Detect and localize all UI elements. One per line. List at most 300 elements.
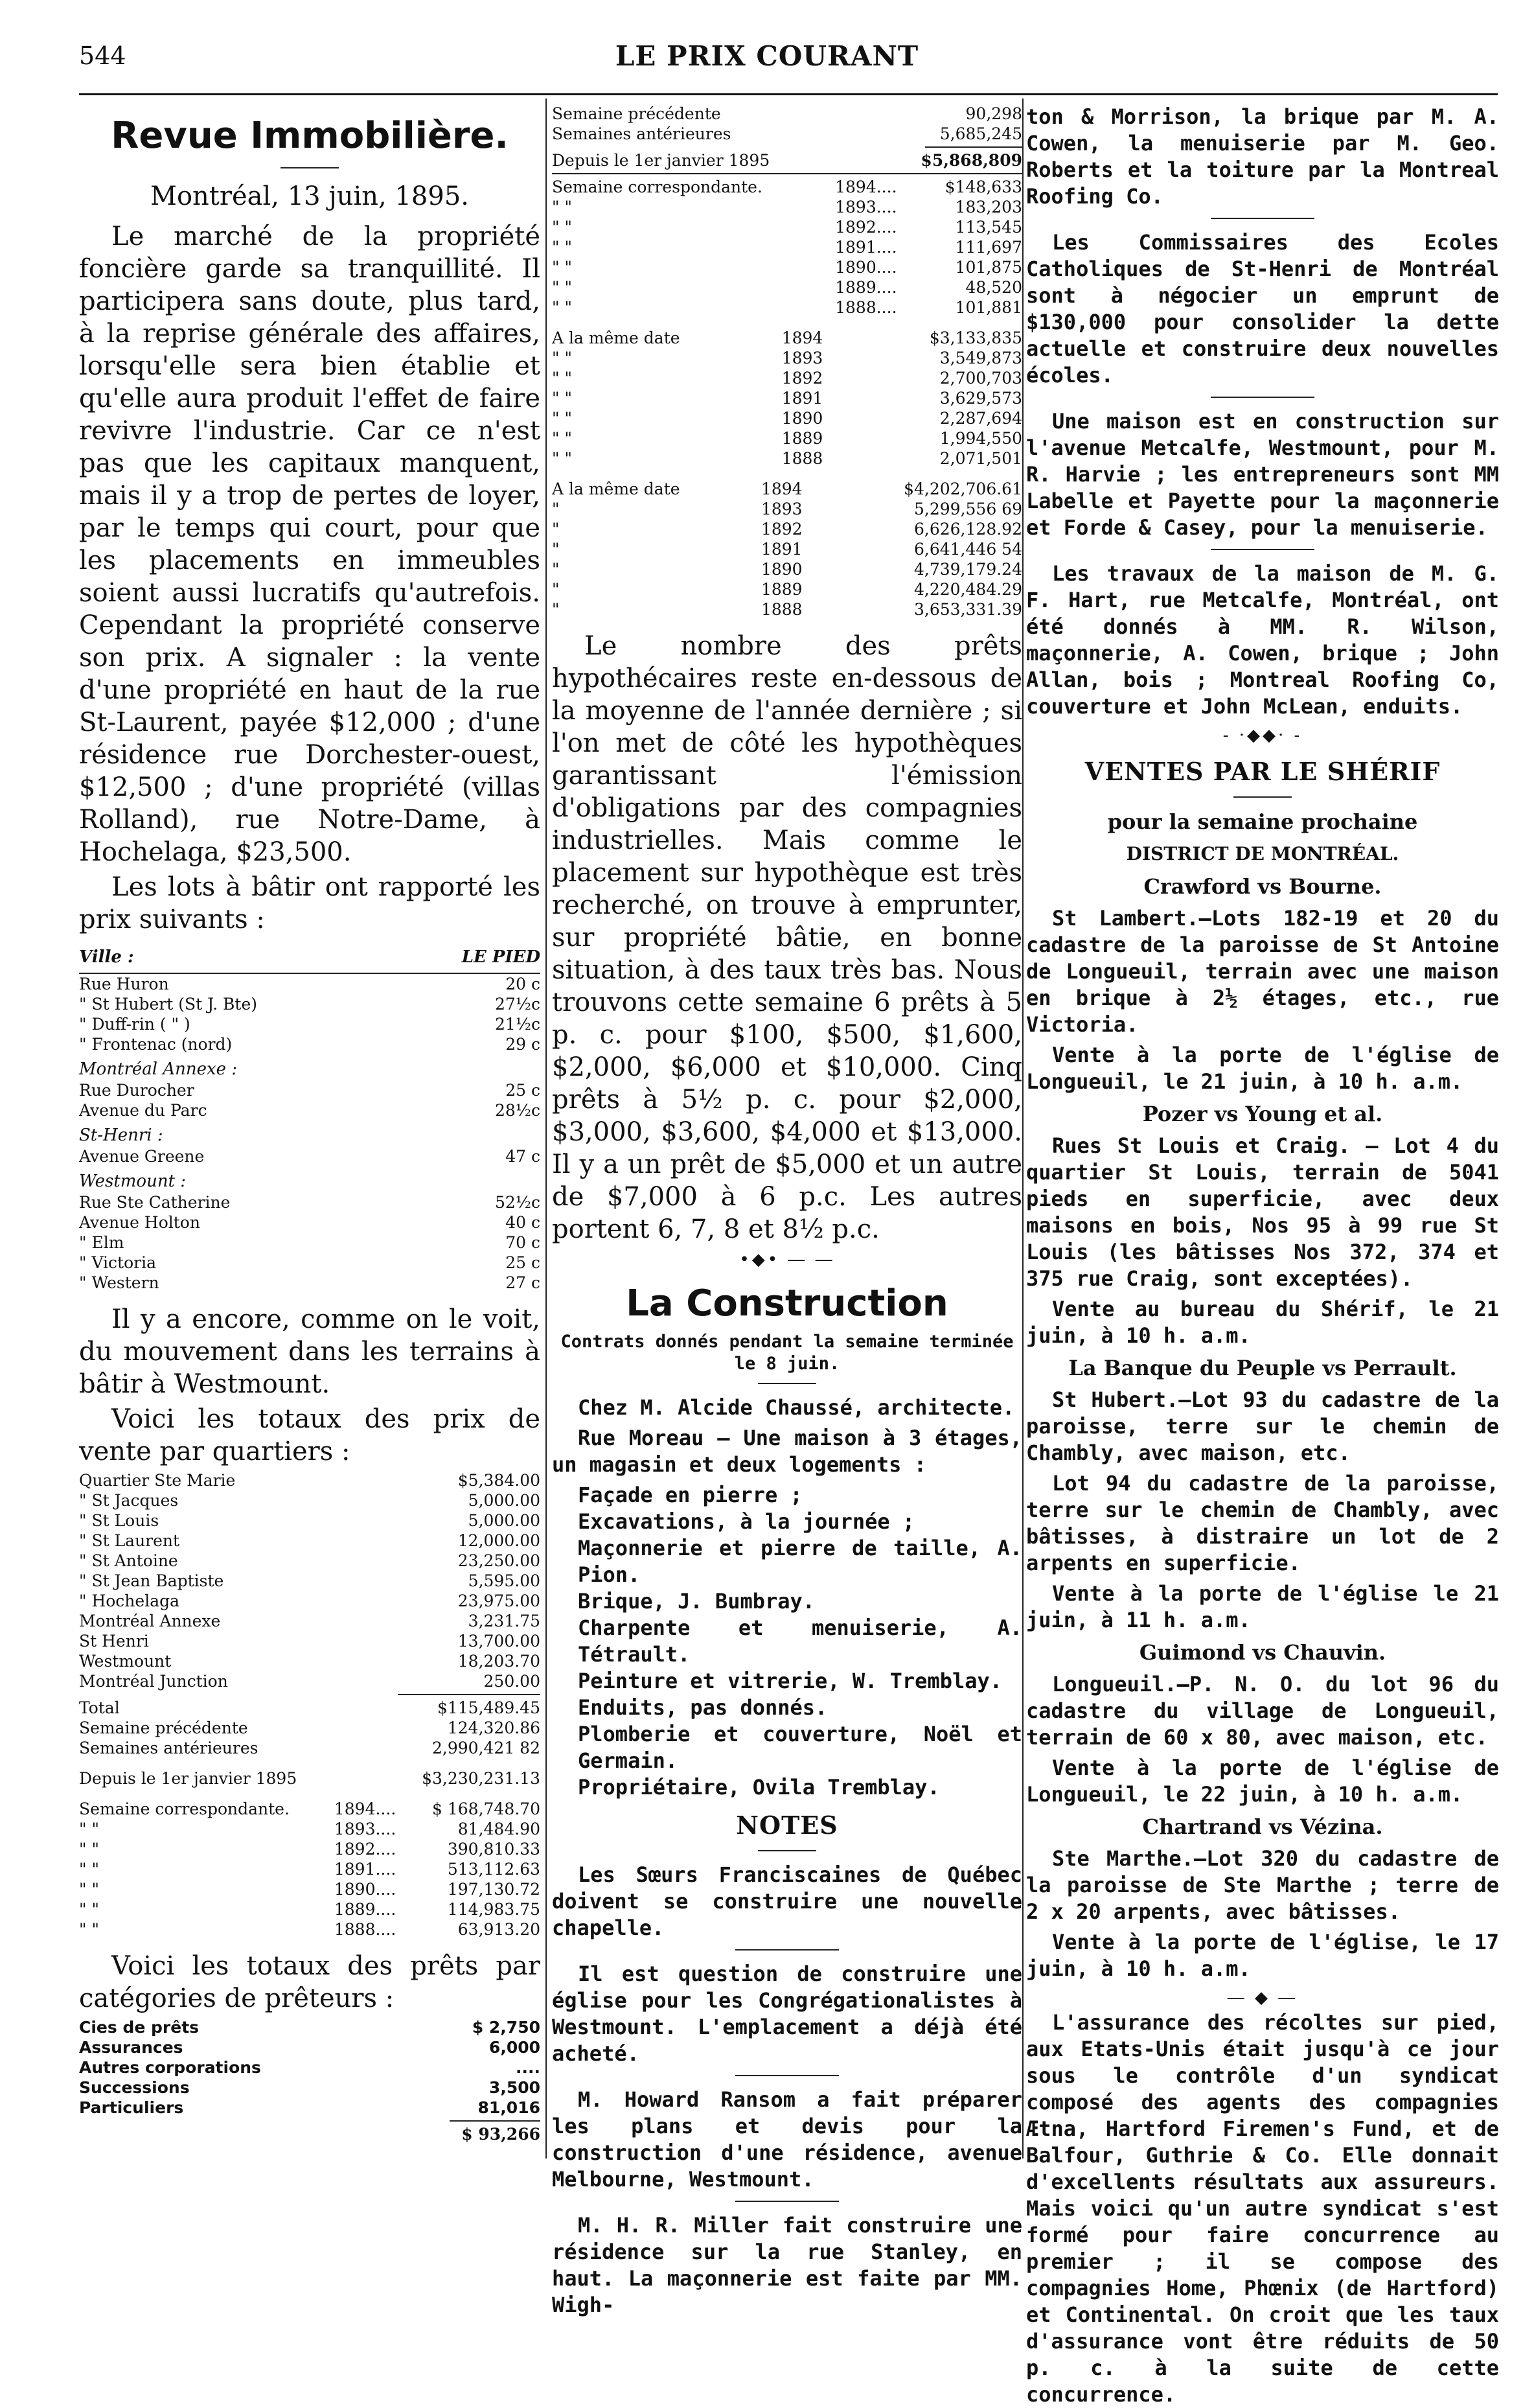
table-cell: ": [552, 580, 560, 599]
table-cell: 2,700,703: [939, 369, 1022, 388]
lots-group-name: Westmount :: [79, 1172, 187, 1191]
table-row: [79, 2098, 540, 2118]
table-cell: " St Jacques: [79, 1491, 179, 1510]
table-cell: 20 c: [505, 975, 540, 993]
list-item: Propriétaire, Ovila Tremblay.: [578, 1775, 940, 1800]
table-cell: 1892: [761, 520, 803, 538]
table-row: [79, 1014, 540, 1034]
table-cell: 1894....: [334, 1800, 396, 1818]
table-cell: " Victoria: [79, 1253, 157, 1272]
table-row: [552, 448, 1022, 469]
case-sale: Vente à la porte de l'église de Longueuil, le 22 juin, à 10 h. a.m.: [1026, 1755, 1499, 1807]
table-cell: ": [552, 600, 560, 619]
total-rule: [450, 2120, 540, 2122]
table-row: [79, 994, 540, 1014]
note: M. H. R. Miller fait construire une résidence sur la rue Stanley, en haut. La maçonnerie est faite par MM. Wigh-: [552, 2213, 1022, 2317]
table-cell: " St Hubert (St J. Bte): [79, 995, 258, 1013]
table-row: [79, 1511, 540, 1531]
table-cell: 3,231.75: [468, 1612, 540, 1630]
table-cell: 28½c: [494, 1101, 540, 1120]
table-row: [552, 579, 1022, 599]
table-row: [552, 104, 1022, 124]
table-row: [79, 1839, 540, 1859]
table-cell: 390,810.33: [447, 1840, 540, 1858]
list-item: Brique, J. Bumbray.: [578, 1589, 816, 1614]
table-cell: $115,489.45: [437, 1698, 540, 1717]
rule: [758, 1850, 816, 1851]
rule: [758, 1383, 816, 1384]
table-cell: 5,000.00: [468, 1511, 540, 1530]
column-1: [79, 104, 540, 2165]
table-cell: " St Laurent: [79, 1531, 180, 1550]
table-cell: Montréal Annexe: [79, 1612, 221, 1630]
table-cell: Rue Ste Catherine: [79, 1193, 231, 1212]
table-cell: " ": [552, 429, 572, 448]
table-cell: 1892....: [334, 1840, 396, 1858]
since-table: [552, 150, 1022, 170]
table-row: [79, 1671, 540, 1691]
table-cell: Semaines antérieures: [552, 124, 731, 143]
table-cell: $4,202,706.61: [904, 480, 1022, 498]
table-cell: " ": [552, 409, 572, 428]
table-cell: Montréal Junction: [79, 1672, 228, 1691]
table-row: [79, 1490, 540, 1511]
lots-group-table: [79, 1192, 540, 1293]
architect-line: Chez M. Alcide Chaussé, architecte.: [578, 1395, 1015, 1420]
list-item: Peinture et vitrerie, W. Tremblay.: [578, 1669, 1003, 1693]
table-cell: 114,983.75: [447, 1900, 540, 1919]
table-cell: 6,000: [488, 2038, 540, 2057]
table-row: [79, 1879, 540, 1899]
table-cell: 13,700.00: [457, 1632, 540, 1650]
table-cell: 1891: [761, 540, 803, 559]
table-cell: 101,875: [955, 258, 1022, 277]
table-cell: 5,595.00: [468, 1571, 540, 1590]
table-row: [79, 1698, 540, 1718]
table-row: [552, 328, 1022, 348]
table-cell: Semaine précédente: [79, 1719, 248, 1737]
table-cell: $3,133,835: [929, 329, 1022, 347]
construction-items: [552, 1482, 1022, 1801]
table-cell: ": [552, 560, 560, 579]
rue-moreau-entry: Rue Moreau — Une maison à 3 étages, un magasin et deux logements :: [552, 1426, 1022, 1477]
case-body: Rues St Louis et Craig. — Lot 4 du quartier St Louis, terrain de 5041 pieds en superficie, avec deux maisons en bois, Nos 95 à 99 rue St Louis (les bâtisses Nos 372, 374 et 375 rue Craig, sont exceptées).: [1026, 1133, 1499, 1291]
section-title-construction: La Construction: [626, 1282, 948, 1325]
table-cell: ": [552, 540, 560, 559]
table-row: [79, 1651, 540, 1671]
table-cell: 1,994,550: [939, 429, 1022, 448]
table-cell: 21½c: [494, 1015, 540, 1034]
column-3: [1026, 104, 1499, 2407]
table-row: [79, 1799, 540, 1819]
lots-group-table: [79, 974, 540, 1054]
paragraph: Le nombre des prêts hypothécaires reste en-dessous de la moyenne de l'année dernière ; si l'on met de côté les hypothèques garantissant l'émission d'obligations par des compagnies industrielles. Mais comme le placement sur hypothèque est très recherché, on trouve à emprunter, sur propriété bâtie, en bonne situation, à des taux très bas. Nous trouvons cette semaine 6 prêts à 5 p. c. pour $100, $500, $1,600, $2,000, $6,000 et $10,000. Cinq prêts à 5½ p. c. pour $2,000, $3,000, $3,600, $4,000 et $13,000. Il y a un prêt de $5,000 et un autre de $7,000 à 6 p.c. Les autres portent 6, 7, 8 et 8½ p.c.: [552, 631, 1022, 1244]
table-row: [552, 479, 1022, 499]
table-row: [79, 1819, 540, 1839]
table-row: [79, 1551, 540, 1571]
paragraph: Le marché de la propriété foncière garde sa tranquillité. Il participera sans doute, plus tard, à la reprise générale des affaires, lorsqu'elle sera bien établie et qu'elle aura produit l'effet de faire revivre l'industrie. Car ce n'est pas que les capitaux manquent, mais il y a trop de pertes de loyer, par le temps qui court, pour que les placements en immeubles soient aussi lucratifs qu'autrefois. Cependant la propriété conserve son prix. A signaler : la vente d'une propriété en haut de la rue St-Laurent, payée $12,000 ; d'une résidence rue Dorchester-ouest, $12,500 ; d'une propriété (villas Rolland), rue Notre-Dame, à Hochelaga, $23,500.: [79, 222, 540, 867]
table-cell: 25 c: [505, 1081, 540, 1100]
table-cell: 6,626,128.92: [914, 520, 1022, 538]
table-row: [552, 177, 1022, 197]
rule: [735, 2075, 839, 2076]
table-cell: 18,203.70: [457, 1652, 540, 1671]
list-item: Enduits, pas donnés.: [578, 1695, 828, 1720]
section-title-revue: Revue Immobilière.: [111, 115, 509, 157]
table-cell: 111,697: [955, 238, 1022, 257]
table-cell: 1890....: [835, 258, 897, 277]
table-cell: 197,130.72: [447, 1880, 540, 1899]
table-cell: 1889....: [334, 1900, 396, 1919]
table-cell: 1888: [761, 600, 803, 619]
table-cell: 27½c: [494, 995, 540, 1013]
rule: [1233, 796, 1292, 798]
rule: [735, 1949, 839, 1951]
contrats-heading: Contrats donnés pendant la semaine terminée le 8 juin.: [560, 1332, 1014, 1374]
case-sale: Vente au bureau du Shérif, le 21 juin, à 10 h. a.m.: [1026, 1297, 1499, 1348]
table-cell: " Western: [79, 1273, 159, 1292]
table-cell: Particuliers: [79, 2098, 184, 2117]
paragraph: Voici les totaux des prix de vente par quartiers :: [79, 1404, 540, 1466]
table-cell: 183,203: [955, 198, 1022, 216]
table-cell: 23,975.00: [457, 1592, 540, 1610]
table-cell: " St Jean Baptiste: [79, 1571, 224, 1590]
table-cell: 48,520: [965, 278, 1022, 297]
table-cell: 1888....: [334, 1920, 396, 1939]
paragraph: Les travaux de la maison de M. G. F. Hart, rue Metcalfe, Montréal, ont été donnés à MM. R. Wilson, maçonnerie, A. Cowen, brique ; John Allan, bois ; Montreal Roofing Co, couverture et John McLean, enduits.: [1026, 561, 1499, 719]
table-cell: " ": [552, 449, 572, 468]
table-cell: 81,016: [477, 2098, 540, 2117]
preteurs-table: [79, 2017, 540, 2118]
table-cell: " ": [552, 349, 572, 367]
table-cell: Assurances: [79, 2038, 183, 2057]
table-cell: 250.00: [483, 1672, 540, 1691]
since-table: [79, 1768, 540, 1789]
case-heading: Guimond vs Chauvin.: [1139, 1640, 1386, 1665]
table-row: [79, 1212, 540, 1233]
note: M. Howard Ransom a fait préparer les plans et devis pour la construction d'une résidence, avenue Melbourne, Westmount.: [552, 2087, 1022, 2192]
table-row: [79, 1768, 540, 1789]
table-cell: 5,685,245: [939, 124, 1022, 143]
table-row: [79, 1631, 540, 1651]
ornament: - ·◆◆· -: [1222, 726, 1303, 745]
table-cell: " Duff-rin ( " ): [79, 1015, 190, 1034]
table-cell: Rue Huron: [79, 975, 169, 993]
table-cell: " Frontenac (nord): [79, 1035, 233, 1054]
table-row: [79, 1859, 540, 1879]
table-cell: A la même date: [552, 329, 680, 347]
table-cell: Depuis le 1er janvier 1895: [79, 1769, 297, 1788]
table-cell: 4,739,179.24: [914, 560, 1022, 579]
table-row: [552, 388, 1022, 408]
table-cell: 29 c: [505, 1035, 540, 1054]
corresp-table: [79, 1799, 540, 1939]
case-body: Ste Marthe.—Lot 320 du cadastre de la paroisse de Ste Marthe ; terre de 2 x 20 arpents, avec bâtisses.: [1026, 1846, 1499, 1924]
table-cell: 3,549,873: [939, 349, 1022, 367]
table-row: [552, 277, 1022, 297]
table-row: [552, 197, 1022, 217]
table-cell: 27 c: [505, 1273, 540, 1292]
table-row: [79, 1233, 540, 1253]
table-row: [79, 1080, 540, 1100]
paragraph: Les Commissaires des Ecoles Catholiques de St-Henri de Montréal sont à négocier un emprunt de $130,000 pour consolider la dette actuelle et construire deux nouvelles écoles.: [1026, 230, 1499, 388]
table-cell: 3,629,573: [939, 389, 1022, 408]
table-cell: Avenue Greene: [79, 1147, 205, 1166]
table-cell: 513,112.63: [447, 1860, 540, 1879]
table-cell: Semaine correspondante.: [552, 178, 762, 196]
paragraph: Il y a encore, comme on le voit, du mouvement dans les terrains à bâtir à Westmount.: [79, 1304, 540, 1399]
table-cell: 1894....: [835, 178, 897, 196]
table-cell: St Henri: [79, 1632, 149, 1650]
list-item: Façade en pierre ;: [578, 1483, 803, 1507]
table-row: [79, 1100, 540, 1120]
district-label: DISTRICT DE MONTRÉAL.: [1126, 843, 1399, 864]
table-cell: 2,990,421 82: [432, 1739, 540, 1757]
table-row: [79, 1738, 540, 1758]
lots-group-name: St-Henri :: [79, 1126, 163, 1145]
quartiers-table: [79, 1470, 540, 1691]
table-row: [552, 237, 1022, 257]
ornament: •◆• ― ―: [739, 1250, 835, 1269]
table-cell: A la même date: [552, 480, 680, 498]
paragraph-assurance: L'assurance des récoltes sur pied, aux Etats-Unis était jusqu'à ce jour sous le contrôle d'un syndicat composé des agents des compagnies Ætna, Hartford Firemen's Fund, et de Balfour, Guthrie & Co. Elle donnait d'excellents résultats aux assureurs. Mais voici qu'un autre syndicat s'est formé pour faire concurrence au premier ; il se compose des compagnies Home, Phœnix (de Hartford) et Continental. On croit que les taux d'assurance vont être réduits de 50 p. c. à la suite de cette concurrence.: [1026, 2010, 1499, 2407]
table-cell: 1891: [781, 389, 823, 408]
lots-group-table: [79, 1080, 540, 1120]
note: Les Sœurs Franciscaines de Québec doivent se construire une nouvelle chapelle.: [552, 1862, 1022, 1940]
table-row: [79, 1531, 540, 1551]
table-row: [79, 1253, 540, 1273]
table-cell: $ 2,750: [472, 2018, 540, 2037]
table-cell: 1893: [781, 349, 823, 367]
table-cell: 1889: [781, 429, 823, 448]
table-cell: " ": [79, 1840, 99, 1858]
table-cell: " ": [552, 238, 572, 257]
table-cell: 3,653,331.39: [914, 600, 1022, 619]
table-cell: 1893....: [334, 1820, 396, 1838]
table-cell: 70 c: [505, 1233, 540, 1252]
table-row: [552, 217, 1022, 237]
table-cell: 1891....: [835, 238, 897, 257]
case-sale: Vente à la porte de l'église de Longueuil, le 21 juin, à 10 h. a.m.: [1026, 1043, 1499, 1094]
notes-title: NOTES: [736, 1811, 838, 1840]
ornament: ― ◆ ―: [1227, 1988, 1298, 2008]
corresp-table: [552, 177, 1022, 318]
table-cell: " St Antoine: [79, 1551, 178, 1570]
table-cell: " ": [552, 198, 572, 216]
table-row: [552, 297, 1022, 318]
table-row: [79, 2057, 540, 2078]
table-cell: 1893: [761, 500, 803, 518]
table-row: [79, 2124, 540, 2144]
table-row: [552, 368, 1022, 388]
ventes-subtitle: pour la semaine prochaine: [1107, 809, 1418, 834]
table-row: [79, 2017, 540, 2037]
table-cell: 1892: [781, 369, 823, 388]
table-cell: 1890....: [334, 1880, 396, 1899]
list-item: Charpente et menuiserie, A. Tétrault.: [578, 1615, 1022, 1667]
lots-head-right: LE PIED: [461, 947, 540, 967]
table-row: [79, 1146, 540, 1166]
table-row: [79, 2078, 540, 2098]
table-row: [552, 348, 1022, 368]
table-cell: 1888: [781, 449, 823, 468]
lots-table-header: [79, 942, 540, 974]
preteurs-total: [79, 2124, 540, 2144]
table-cell: 1890: [761, 560, 803, 579]
table-row: [79, 1611, 540, 1631]
table-cell: Avenue Holton: [79, 1213, 200, 1232]
table-cell: ": [552, 500, 560, 518]
table-cell: " St Louis: [79, 1511, 159, 1530]
header-rule: [79, 93, 1498, 95]
lots-group-name: Montréal Annexe :: [79, 1059, 238, 1079]
case-body: St Hubert.—Lot 93 du cadastre de la paroisse, terre sur le chemin de Chambly, avec maison, etc.: [1026, 1387, 1499, 1465]
total-rule: [398, 1694, 540, 1695]
lots-head-left: Ville :: [79, 947, 134, 967]
table-cell: " Elm: [79, 1233, 124, 1252]
table-cell: Successions: [79, 2078, 190, 2097]
page-number: 544: [79, 41, 126, 70]
table-cell: " ": [79, 1920, 99, 1939]
table-cell: Total: [79, 1698, 120, 1717]
case-heading: Crawford vs Bourne.: [1143, 874, 1382, 899]
table-cell: Semaine correspondante.: [79, 1800, 290, 1818]
rule: [280, 167, 339, 168]
table-cell: Quartier Ste Marie: [79, 1471, 236, 1490]
table-rule: [552, 173, 1022, 174]
table-cell: 124,320.86: [447, 1719, 540, 1737]
table-cell: 1891....: [334, 1860, 396, 1879]
table-row: [79, 1571, 540, 1591]
list-item: Excavations, à la journée ;: [578, 1509, 915, 1534]
case-heading: La Banque du Peuple vs Perrault.: [1068, 1356, 1457, 1380]
table-row: [552, 124, 1022, 144]
table-cell: Autres corporations: [79, 2058, 261, 2077]
table-cell: 1894: [761, 480, 803, 498]
case-heading: Chartrand vs Vézina.: [1142, 1814, 1383, 1839]
table-cell: 5,299,556 69: [914, 500, 1022, 518]
list-item: Plomberie et couverture, Noël et Germain.: [578, 1722, 1022, 1773]
lots-group-table: [79, 1146, 540, 1166]
table-row: [79, 1034, 540, 1054]
totals-table: [79, 1698, 540, 1758]
table-cell: 113,545: [955, 218, 1022, 237]
column-2: [552, 104, 1022, 2317]
case-body: St Lambert.—Lots 182-19 et 20 du cadastre de la paroisse de St Antoine de Longueuil, terrain avec une maison en brique à 2½ étages, etc., rue Victoria.: [1026, 906, 1499, 1037]
table-row: [79, 974, 540, 994]
table-cell: 1888....: [835, 298, 897, 317]
table-cell: $5,868,809: [921, 151, 1022, 170]
table-cell: ": [552, 520, 560, 538]
table-cell: $5,384.00: [457, 1471, 540, 1490]
table-row: [79, 1470, 540, 1490]
case-body: Lot 94 du cadastre de la paroisse, terre sur le chemin de Chambly, avec bâtisses, à distraire un lot de 2 arpents en superficie.: [1026, 1471, 1499, 1575]
column-divider: [545, 98, 547, 2159]
table-cell: 3,500: [488, 2078, 540, 2097]
paragraph: Une maison est en construction sur l'avenue Metcalfe, Westmount, pour M. R. Harvie ; les entrepreneurs sont MM Labelle et Payette pour la maçonnerie et Forde & Casey, pour la menuiserie.: [1026, 409, 1499, 540]
table-cell: Depuis le 1er janvier 1895: [552, 151, 770, 170]
table-cell: Westmount: [79, 1652, 172, 1671]
table-cell: 63,913.20: [457, 1920, 540, 1939]
table-cell: " ": [552, 258, 572, 277]
table-cell: " ": [552, 298, 572, 317]
table-row: [79, 2037, 540, 2057]
table-cell: 1889....: [835, 278, 897, 297]
journal-title: LE PRIX COURANT: [615, 40, 919, 72]
table-row: [552, 519, 1022, 539]
rule: [1211, 549, 1314, 550]
table-cell: 52½c: [494, 1193, 540, 1212]
table-cell: " ": [552, 369, 572, 388]
table-cell: $ 168,748.70: [432, 1800, 540, 1818]
table-cell: 25 c: [505, 1253, 540, 1272]
table-row: [552, 150, 1022, 170]
table-cell: 40 c: [505, 1213, 540, 1232]
table-cell: " Hochelaga: [79, 1592, 180, 1610]
table-cell: 1892....: [835, 218, 897, 237]
table-row: [79, 1591, 540, 1611]
table-cell: 12,000.00: [457, 1531, 540, 1550]
table-cell: Avenue du Parc: [79, 1101, 207, 1120]
paragraph-continued: ton & Morrison, la brique par M. A. Cowen, la menuiserie par M. Geo. Roberts et la toiture par la Montreal Roofing Co.: [1026, 104, 1499, 209]
meme-date-table: [552, 328, 1022, 469]
table-cell: 4,220,484.29: [914, 580, 1022, 599]
total-rule: [925, 146, 1022, 148]
table-cell: 5,000.00: [468, 1491, 540, 1510]
table-cell: ....: [516, 2058, 540, 2077]
ventes-title: VENTES PAR LE SHÉRIF: [1084, 757, 1441, 786]
rule: [1211, 218, 1314, 219]
meme-date-table: [552, 479, 1022, 619]
table-cell: $3,230,231.13: [422, 1769, 540, 1788]
lots-table: [79, 974, 540, 1293]
table-row: [79, 1919, 540, 1939]
table-row: [552, 408, 1022, 428]
table-cell: 2,287,694: [939, 409, 1022, 428]
table-cell: 1890: [781, 409, 823, 428]
list-item: Maçonnerie et pierre de taille, A. Pion.: [578, 1536, 1022, 1587]
table-cell: Cies de prêts: [79, 2018, 200, 2037]
note: Il est question de construire une église pour les Congrégationalistes à Westmount. L'emplacement a déjà été acheté.: [552, 1962, 1022, 2066]
table-cell: " ": [79, 1880, 99, 1899]
dateline: Montréal, 13 juin, 1895.: [150, 181, 469, 211]
table-row: [552, 428, 1022, 448]
table-row: [552, 599, 1022, 619]
table-cell: $148,633: [944, 178, 1022, 196]
table-cell: " ": [552, 278, 572, 297]
table-cell: " ": [79, 1860, 99, 1879]
table-cell: 23,250.00: [457, 1551, 540, 1570]
table-cell: 1893....: [835, 198, 897, 216]
case-heading: Pozer vs Young et al.: [1142, 1102, 1383, 1126]
rule: [1211, 397, 1314, 398]
table-row: [552, 499, 1022, 519]
table-cell: " ": [79, 1900, 99, 1919]
table-cell: " ": [79, 1820, 99, 1838]
case-sale: Vente à la porte de l'église, le 17 juin, à 10 h. a.m.: [1026, 1930, 1499, 1981]
paragraph: Les lots à bâtir ont rapporté les prix suivants :: [79, 872, 540, 934]
table-row: [79, 1899, 540, 1919]
table-cell: " ": [552, 218, 572, 237]
case-sale: Vente à la porte de l'église le 21 juin, à 11 h. a.m.: [1026, 1581, 1499, 1632]
rule: [735, 2201, 839, 2202]
table-row: [552, 539, 1022, 559]
table-cell: Semaine précédente: [552, 104, 721, 123]
table-row: [552, 559, 1022, 579]
table-cell: 47 c: [505, 1147, 540, 1166]
table-cell: 101,881: [955, 298, 1022, 317]
table-cell: 1894: [781, 329, 823, 347]
